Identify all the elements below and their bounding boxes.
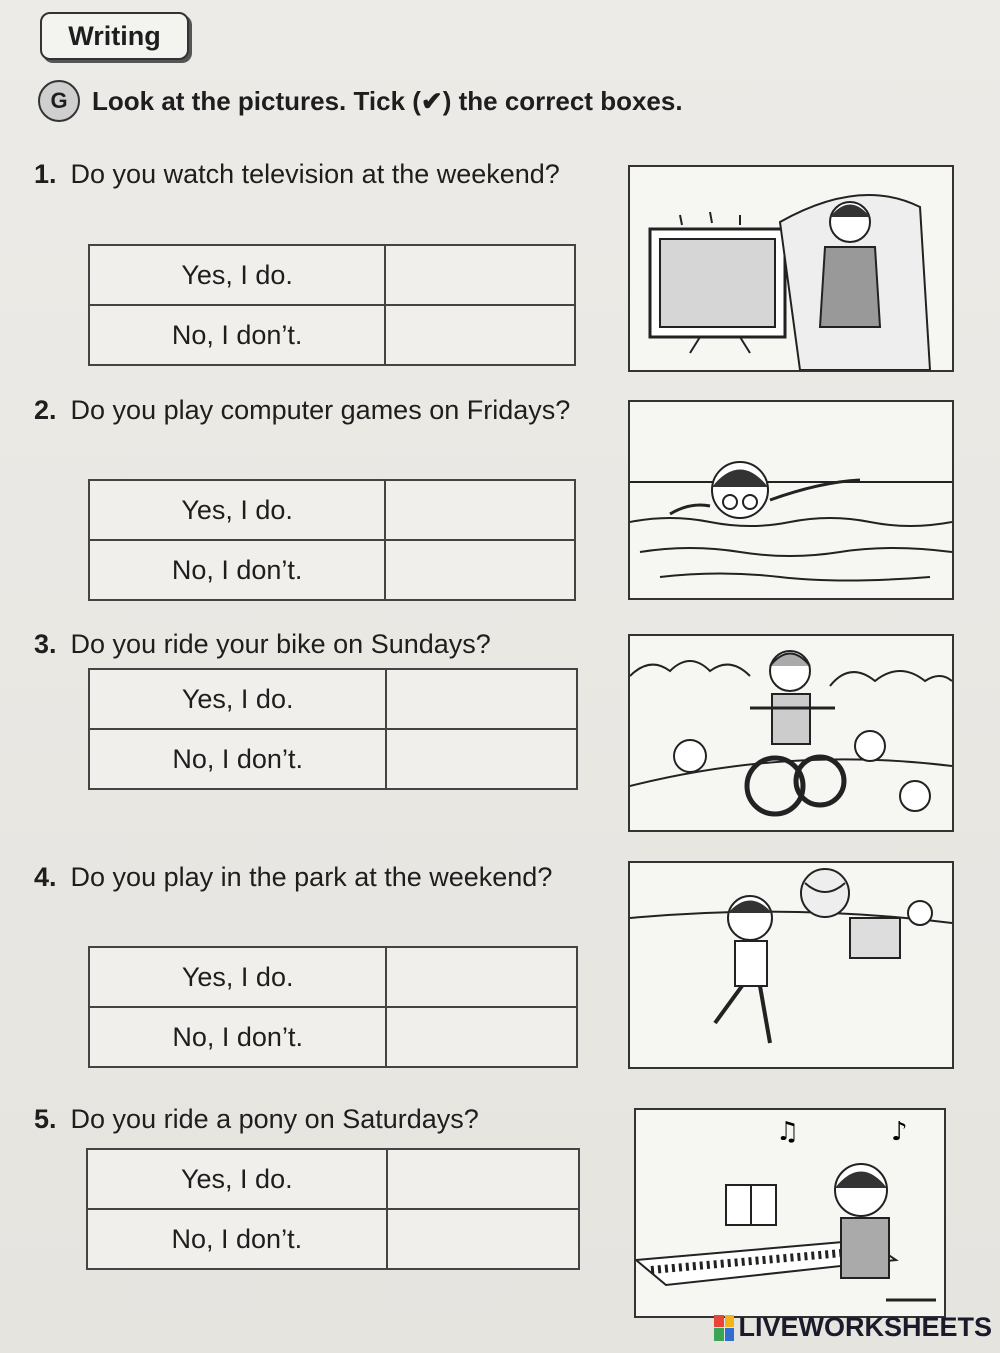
table-row [89, 305, 575, 365]
table-row [89, 540, 575, 600]
yes-answer-label: Yes, I do. [89, 480, 385, 540]
yes-answer-label: Yes, I do. [89, 245, 385, 305]
liveworksheets-logo-icon [714, 1315, 734, 1341]
liveworksheets-watermark [714, 1312, 992, 1343]
section-title: Writing [40, 12, 189, 60]
no-tick-box[interactable] [387, 1209, 579, 1269]
no-answer-label: No, I don’t. [89, 729, 386, 789]
yes-tick-box[interactable] [385, 245, 575, 305]
no-answer-label: No, I don’t. [89, 305, 385, 365]
answer-table-5 [86, 1148, 580, 1270]
table-row [89, 480, 575, 540]
table-row [89, 245, 575, 305]
answer-table-1 [88, 244, 576, 366]
question-number: 5. [34, 1104, 57, 1134]
yes-tick-box[interactable] [387, 1149, 579, 1209]
yes-tick-box[interactable] [385, 480, 575, 540]
yes-answer-label: Yes, I do. [87, 1149, 387, 1209]
table-row [89, 947, 577, 1007]
question-text: Do you watch television at the weekend? [70, 159, 560, 189]
svg-text:♫: ♫ [776, 1117, 800, 1147]
yes-answer-label: Yes, I do. [89, 947, 386, 1007]
table-row [89, 669, 577, 729]
question-number: 3. [34, 629, 57, 659]
table-row [87, 1149, 579, 1209]
table-row [87, 1209, 579, 1269]
yes-tick-box[interactable] [386, 669, 577, 729]
question-4 [34, 858, 599, 896]
question-2 [34, 391, 599, 429]
child-swimming-picture [628, 400, 954, 600]
answer-table-3 [88, 668, 578, 790]
svg-text:♪: ♪ [891, 1117, 908, 1147]
table-row [89, 1007, 577, 1067]
question-5 [34, 1100, 599, 1138]
girl-watching-television-picture [628, 165, 954, 372]
no-tick-box[interactable] [385, 540, 575, 600]
watermark-text: LIVEWORKSHEETS [738, 1312, 992, 1342]
answer-table-4 [88, 946, 578, 1068]
question-text: Do you play in the park at the weekend? [70, 862, 553, 892]
no-answer-label: No, I don’t. [89, 1007, 386, 1067]
no-answer-label: No, I don’t. [87, 1209, 387, 1269]
exercise-letter: G [38, 80, 80, 122]
yes-answer-label: Yes, I do. [89, 669, 386, 729]
no-answer-label: No, I don’t. [89, 540, 385, 600]
answer-table-2 [88, 479, 576, 601]
question-number: 2. [34, 395, 57, 425]
question-number: 4. [34, 862, 57, 892]
question-text: Do you play computer games on Fridays? [70, 395, 571, 425]
boy-playing-ball-in-park-picture [628, 861, 954, 1069]
no-tick-box[interactable] [385, 305, 575, 365]
question-text: Do you ride a pony on Saturdays? [70, 1104, 479, 1134]
child-riding-bike-picture [628, 634, 954, 832]
no-tick-box[interactable] [386, 1007, 577, 1067]
question-text: Do you ride your bike on Sundays? [70, 629, 491, 659]
girl-playing-piano-picture [634, 1108, 946, 1318]
question-number: 1. [34, 159, 57, 189]
no-tick-box[interactable] [386, 729, 577, 789]
exercise-instruction [38, 80, 758, 122]
table-row [89, 729, 577, 789]
question-1 [34, 155, 599, 193]
instruction-text: Look at the pictures. Tick (✔) the correct boxes. [92, 85, 683, 116]
question-3 [34, 625, 599, 663]
yes-tick-box[interactable] [386, 947, 577, 1007]
